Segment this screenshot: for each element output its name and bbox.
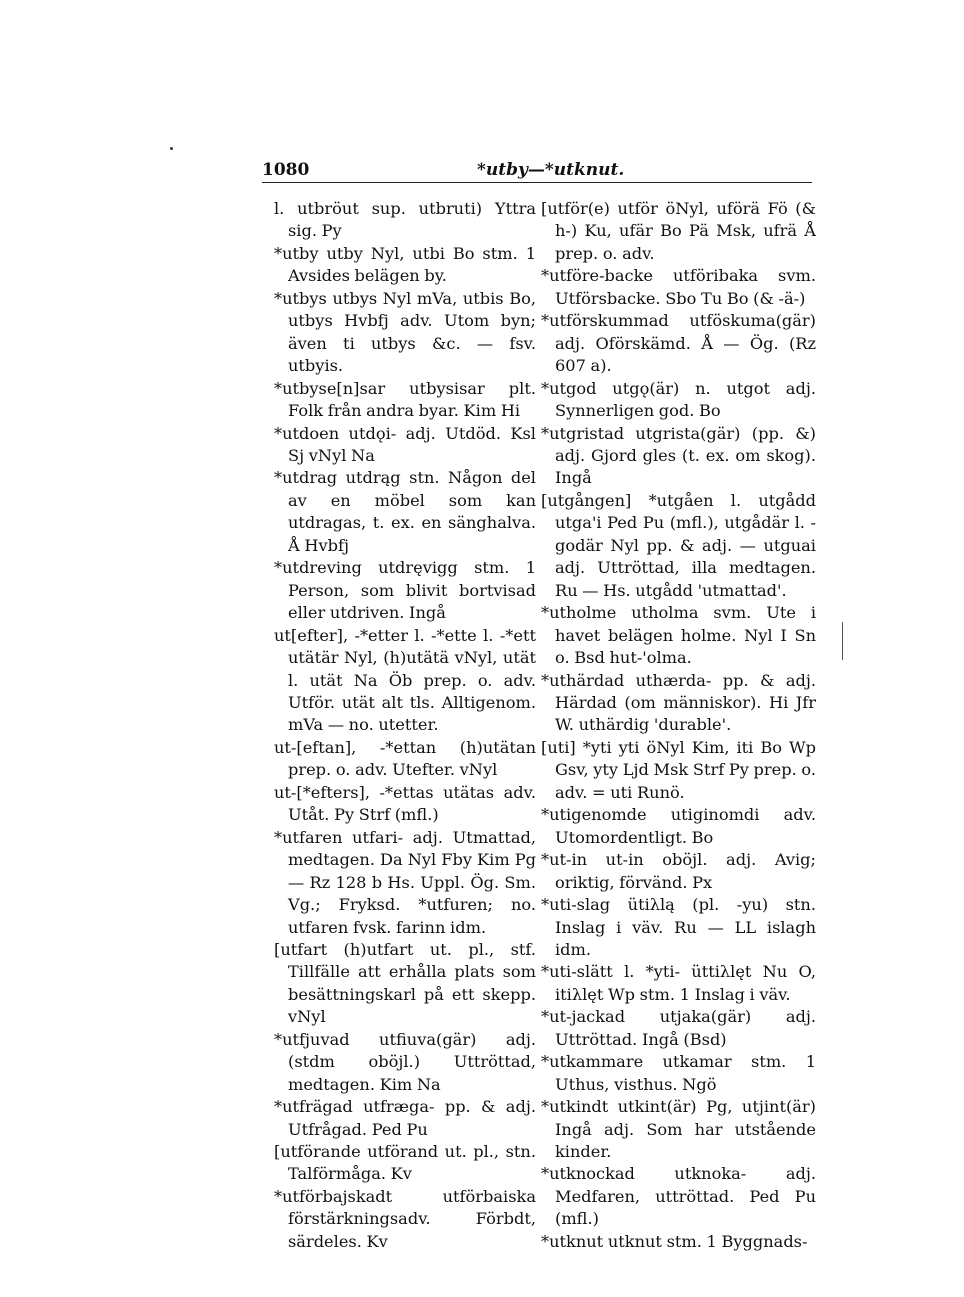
dictionary-entry: *utknut utknut stm. 1 Byggnads- xyxy=(541,1231,808,1251)
dictionary-entry: *utkindt utkint(är) Pg, utjint(är) Ingå adj. Som har utstående kinder. xyxy=(541,1097,816,1162)
left-column xyxy=(274,198,536,1253)
dictionary-entry: *utby utby Nyl, utbi Bo stm. 1 Avsides belägen by. xyxy=(274,243,536,286)
dictionary-entry: *utdoen utdǫi- adj. Utdöd. Ksl Sj vNyl Na xyxy=(274,423,536,465)
dictionary-entry: *utbys utbys Nyl mVa, utbis Bo, utbys Hvbfj adv. Utom byn; även ti utbys &c. — fsv. utbyis. xyxy=(274,288,536,376)
dictionary-entry: *utigenomde utiginomdi adv. Utomordentligt. Bo xyxy=(541,805,816,847)
dictionary-entry: *ut-jackad utjaka(gär) adj. Uttröttad. Ingå (Bsd) xyxy=(541,1007,816,1049)
dictionary-entry: *utfjuvad utfiuva(gär) adj. (stdm oböjl.) Uttröttad, medtagen. Kim Na xyxy=(274,1029,536,1094)
dictionary-entry: l. utbröut sup. utbruti) Yttra sig. Py xyxy=(274,199,536,241)
dictionary-entry: *utgod utgǫ(är) n. utgot adj. Synnerligen god. Bo xyxy=(541,378,816,421)
running-head: *utby—*utknut. xyxy=(477,160,625,180)
page-header xyxy=(262,160,812,182)
dictionary-entry: *utknockad utknoka- adj. Medfaren, uttröttad. Ped Pu (mfl.) xyxy=(541,1164,816,1229)
right-column xyxy=(541,198,816,1253)
dictionary-entry: *utdrag utdrąg stn. Någon del av en möbel som kan utdragas, t. ex. en sänghalva. Å Hvbfj xyxy=(274,468,536,555)
dictionary-entry: [uti] *yti yti öNyl Kim, iti Bo Wp Gsv, yty Ljd Msk Strf Py prep. o. adv. = uti Runö. xyxy=(541,737,816,802)
dictionary-entry: *utkammare utkamar stm. 1 Uthus, visthus. Ngö xyxy=(541,1052,816,1094)
dictionary-entry: *utfrägad utfræga- pp. & adj. Utfrågad. Ped Pu xyxy=(274,1097,536,1139)
dictionary-entry: *utförskummad utföskuma(gär) adj. Oförskämd. Å — Ög. (Rz 607 a). xyxy=(541,311,816,376)
margin-mark xyxy=(842,622,843,660)
dictionary-entry: *utdreving utdręvigg stm. 1 Person, som blivit bortvisad eller utdriven. Ingå xyxy=(274,558,536,623)
dictionary-entry: *utbyse[n]sar utbysisar plt. Folk från andra byar. Kim Hi xyxy=(274,378,536,421)
dictionary-entry: *uthärdad uthærda- pp. & adj. Härdad (om människor). Hi Jfr W. uthärdig 'durable'. xyxy=(541,670,816,735)
dictionary-entry: *uti-slag ütiλlą (pl. -yu) stn. Inslag i väv. Ru — LL islagh idm. xyxy=(541,895,816,959)
dictionary-entry: *ut-in ut-in oböjl. adj. Avig; oriktig, förvänd. Px xyxy=(541,850,816,892)
dictionary-entry: ut-[eftan], -*ettan (h)utätan prep. o. adv. Utefter. vNyl xyxy=(274,737,536,780)
dictionary-entry: ut-[*efters], -*ettas utätas adv. Utåt. Py Strf (mfl.) xyxy=(274,782,536,825)
dictionary-entry: [utförande utförand ut. pl., stn. Talförmåga. Kv xyxy=(274,1142,536,1184)
dictionary-entry: [utgången] *utgåen l. utgådd utga'i Ped Pu (mfl.), utgådär l. -godär Nyl pp. & adj. — utguai adj. Uttröttad, illa medtagen. Ru — Hs. utgådd 'utmattad'. xyxy=(541,490,816,600)
dictionary-entry: *utförbajskadt utförbaiska förstärkningsadv. Förbdt, särdeles. Kv xyxy=(274,1186,536,1251)
dictionary-entry: ut[efter], -*etter l. -*ette l. -*ett utätär Nyl, (h)utätä vNyl, utät l. utät Na Öb prep. o. adv. Utför. utät alt tls. Alltigenom. mVa — no. utetter. xyxy=(274,625,536,735)
header-rule xyxy=(262,182,812,183)
dictionary-entry: [utfart (h)utfart ut. pl., stf. Tillfälle att erhålla plats som besättningskarl på ett skepp. vNyl xyxy=(274,939,536,1027)
page-number: 1080 xyxy=(262,160,310,180)
dictionary-entry: [utför(e) utför öNyl, uförä Fö (& h-) Ku, ufär Bo Pä Msk, ufrä Å prep. o. adv. xyxy=(541,199,816,263)
scan-speck xyxy=(170,147,173,150)
dictionary-entry: *utholme utholma svm. Ute i havet belägen holme. Nyl I Sn o. Bsd hut-'olma. xyxy=(541,603,816,668)
dictionary-entry: *utgristad utgrista(gär) (pp. &) adj. Gjord gles (t. ex. om skog). Ingå xyxy=(541,423,816,488)
dictionary-entry: *utföre-backe utföribaka svm. Utförsbacke. Sbo Tu Bo (& -ä-) xyxy=(541,266,816,308)
dictionary-entry: *uti-slätt l. *yti- üttiλlęt Nu O, itiλlęt Wp stm. 1 Inslag i väv. xyxy=(541,962,816,1004)
dictionary-entry: *utfaren utfari- adj. Utmattad, medtagen. Da Nyl Fby Kim Pg — Rz 128 b Hs. Uppl. Ög. Sm. Vg.; Fryksd. *utfuren; no. utfaren fvsk. farinn idm. xyxy=(274,827,536,937)
